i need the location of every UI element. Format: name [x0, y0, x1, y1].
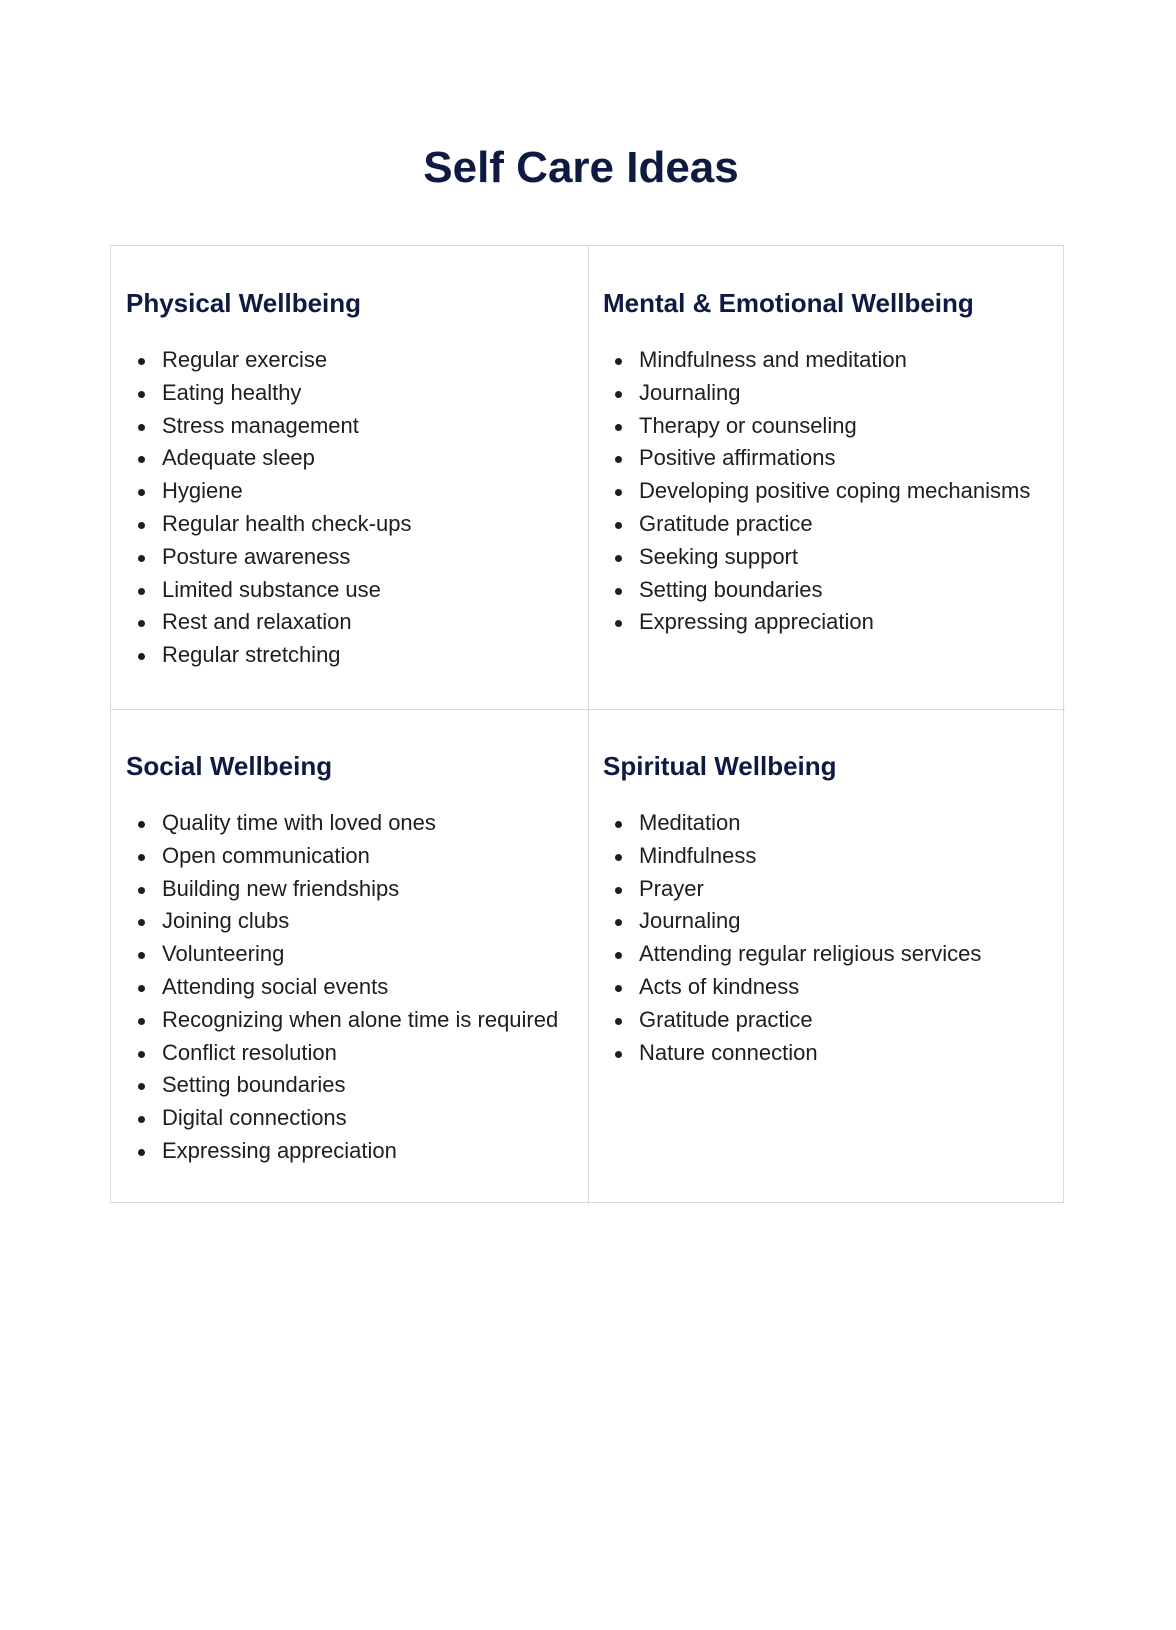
list-item-label: Positive affirmations [639, 445, 836, 471]
list-item-label: Nature connection [639, 1039, 818, 1065]
bullet-icon [138, 555, 145, 562]
bullet-icon [138, 1149, 145, 1156]
bullet-icon [138, 456, 145, 463]
list-item [126, 807, 578, 840]
bullet-icon [138, 391, 145, 398]
list-item-label: Mindfulness [639, 842, 757, 868]
list-item-label: Adequate sleep [162, 445, 315, 471]
list-item [126, 410, 578, 443]
list-item [603, 475, 1055, 508]
list-item-label: Gratitude practice [639, 510, 813, 536]
bullet-icon [138, 489, 145, 496]
list-item [126, 1102, 578, 1135]
page-title: Self Care Ideas [423, 143, 739, 192]
list-item [126, 475, 578, 508]
list-item-label: Seeking support [639, 543, 798, 569]
list-item-label: Joining clubs [162, 908, 290, 934]
bullet-icon [615, 1018, 622, 1025]
list-item [603, 541, 1055, 574]
list-item [126, 1135, 578, 1168]
bullet-icon [615, 985, 622, 992]
list-item [126, 971, 578, 1004]
list-item [126, 508, 578, 541]
bullet-icon [138, 424, 145, 431]
list-item-label: Posture awareness [162, 543, 351, 569]
bullet-icon [138, 1051, 145, 1058]
spiritual-wellbeing-section [588, 709, 1065, 1204]
list-item-label: Regular exercise [162, 347, 328, 372]
list-item-label: Conflict resolution [162, 1039, 337, 1065]
bullet-icon [138, 588, 145, 595]
list-item-label: Attending social events [162, 973, 389, 999]
list-item-label: Quality time with loved ones [162, 810, 436, 835]
bullet-icon [615, 489, 622, 496]
list-item [603, 574, 1055, 607]
bullet-icon [138, 620, 145, 627]
bullet-icon [138, 919, 145, 926]
bullet-icon [138, 1083, 145, 1090]
bullet-icon [615, 821, 622, 828]
bullet-icon [138, 1116, 145, 1123]
list-item [603, 971, 1055, 1004]
list-item-label: Regular stretching [162, 642, 341, 668]
bullet-icon [138, 952, 145, 959]
bullet-icon [615, 919, 622, 926]
list-item [603, 938, 1055, 971]
list-item [126, 938, 578, 971]
bullet-icon [615, 424, 622, 431]
bullet-icon [615, 391, 622, 398]
list-item-label: Meditation [639, 810, 741, 835]
list-item-label: Volunteering [162, 941, 285, 967]
bullet-icon [138, 854, 145, 861]
list-item-label: Open communication [162, 842, 370, 868]
list-item [126, 840, 578, 873]
bullet-icon [138, 887, 145, 894]
bullet-icon [615, 952, 622, 959]
section-list [603, 807, 1055, 1069]
list-item-label: Limited substance use [162, 576, 381, 602]
section-heading: Mental & Emotional Wellbeing [603, 288, 974, 318]
bullet-icon [615, 456, 622, 463]
list-item-label: Acts of kindness [639, 973, 800, 999]
bullet-icon [138, 821, 145, 828]
list-item-label: Hygiene [162, 478, 243, 504]
list-item [126, 905, 578, 938]
list-item-label: Stress management [162, 412, 359, 438]
list-item [603, 344, 1055, 377]
list-item-label: Eating healthy [162, 379, 302, 405]
list-item [126, 377, 578, 410]
list-item-label: Digital connections [162, 1105, 347, 1131]
list-item-label: Journaling [639, 379, 741, 405]
list-item-label: Setting boundaries [639, 576, 823, 602]
list-item-label: Setting boundaries [162, 1072, 346, 1098]
list-item-label: Mindfulness and meditation [639, 347, 907, 372]
bullet-icon [615, 358, 622, 365]
list-item [126, 639, 578, 672]
list-item-label: Rest and relaxation [162, 609, 352, 635]
list-item [603, 410, 1055, 443]
list-item [126, 574, 578, 607]
list-item-label: Gratitude practice [639, 1006, 813, 1032]
list-item [603, 606, 1055, 639]
section-heading: Physical Wellbeing [126, 288, 362, 318]
bullet-icon [138, 522, 145, 529]
mental-emotional-wellbeing-section [588, 246, 1065, 709]
list-item [126, 442, 578, 475]
bullet-icon [138, 358, 145, 365]
bullet-icon [615, 588, 622, 595]
self-care-grid [110, 245, 1064, 1203]
list-item-label: Prayer [639, 875, 704, 901]
bullet-icon [615, 522, 622, 529]
bullet-icon [615, 555, 622, 562]
physical-wellbeing-section [111, 246, 588, 709]
bullet-icon [138, 985, 145, 992]
social-wellbeing-section [111, 709, 588, 1204]
section-list [603, 344, 1055, 639]
list-item [603, 508, 1055, 541]
list-item-label: Expressing appreciation [639, 609, 874, 635]
list-item [603, 873, 1055, 906]
list-item [126, 873, 578, 906]
section-list [126, 344, 578, 672]
list-item [126, 1037, 578, 1070]
list-item-label: Recognizing when alone time is required [162, 1006, 559, 1032]
bullet-icon [615, 854, 622, 861]
list-item [603, 1037, 1055, 1070]
list-item-label: Regular health check-ups [162, 510, 412, 536]
list-item-label: Developing positive coping mechanisms [639, 478, 1031, 504]
list-item [603, 377, 1055, 410]
bullet-icon [615, 620, 622, 627]
list-item [603, 1004, 1055, 1037]
bullet-icon [615, 1051, 622, 1058]
list-item-label: Journaling [639, 908, 741, 934]
list-item [126, 1004, 578, 1037]
list-item-label: Attending regular religious services [639, 941, 982, 967]
list-item-label: Therapy or counseling [639, 412, 857, 438]
list-item [603, 840, 1055, 873]
section-heading: Social Wellbeing [126, 751, 333, 781]
bullet-icon [138, 1018, 145, 1025]
list-item [126, 541, 578, 574]
list-item [603, 442, 1055, 475]
list-item-label: Building new friendships [162, 875, 400, 901]
bullet-icon [615, 887, 622, 894]
section-heading: Spiritual Wellbeing [603, 751, 837, 781]
bullet-icon [138, 653, 145, 660]
list-item [603, 905, 1055, 938]
list-item-label: Expressing appreciation [162, 1137, 397, 1163]
list-item [126, 344, 578, 377]
list-item [126, 606, 578, 639]
section-list [126, 807, 578, 1168]
list-item [126, 1069, 578, 1102]
list-item [603, 807, 1055, 840]
